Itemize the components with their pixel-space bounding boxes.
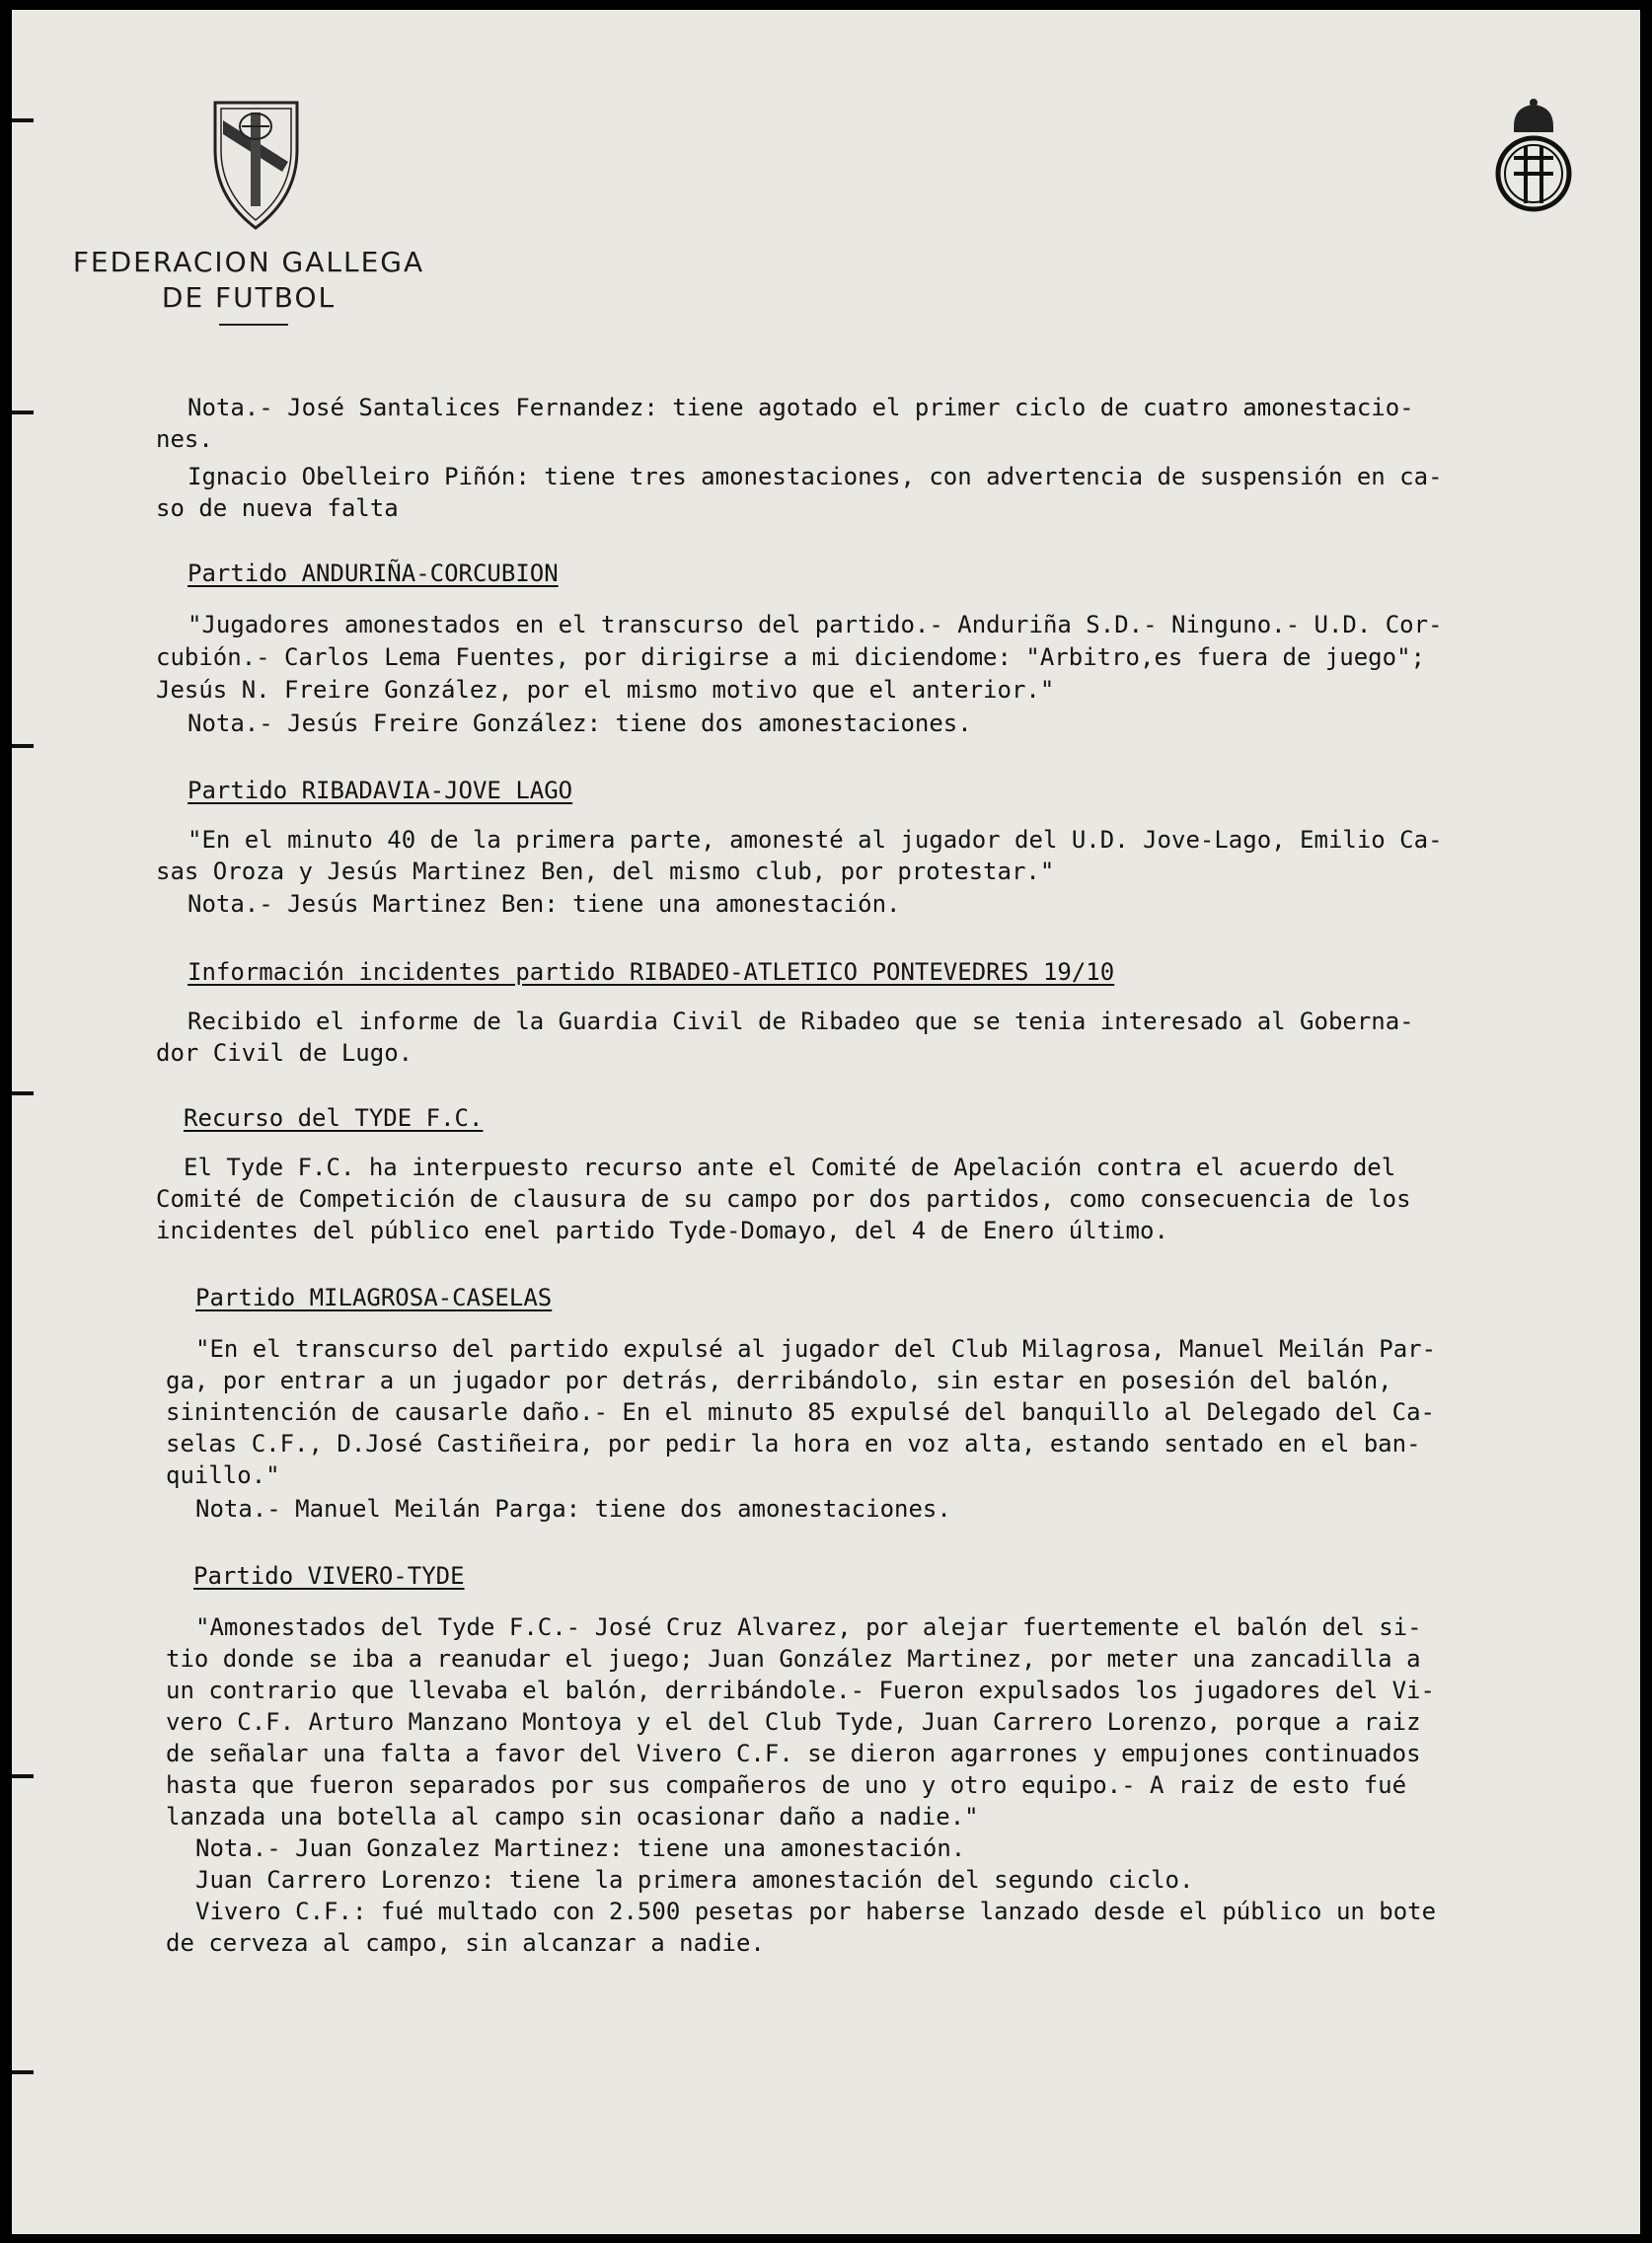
letterhead-rule	[219, 324, 288, 326]
text-line: sinintención de causarle daño.- En el minuto 85 expulsé del banquillo al Delegado del Ca-	[166, 1398, 1435, 1426]
text-line: Comité de Competición de clausura de su campo por dos partidos, como consecuencia de los	[156, 1185, 1411, 1213]
text-line: tio donde se iba a reanudar el juego; Juan González Martinez, por meter una zancadilla a	[166, 1645, 1421, 1673]
text-line: Nota.- Juan Gonzalez Martinez: tiene una amonestación.	[195, 1834, 966, 1862]
federation-name	[51, 245, 446, 316]
section-heading: Partido RIBADAVIA-JOVE LAGO	[188, 777, 573, 804]
text-line: Nota.- José Santalices Fernandez: tiene agotado el primer ciclo de cuatro amonestacio-	[188, 394, 1414, 421]
text-line: lanzada una botella al campo sin ocasionar daño a nadie."	[166, 1803, 979, 1831]
text-line: "Amonestados del Tyde F.C.- José Cruz Alvarez, por alejar fuertemente el balón del si-	[195, 1613, 1422, 1641]
text-line: quillo."	[166, 1461, 280, 1489]
text-line: Nota.- Jesús Freire González: tiene dos amonestaciones.	[188, 710, 972, 737]
punch-hole-mark	[12, 744, 34, 748]
text-line: de señalar una falta a favor del Vivero C.F. se dieron agarrones y empujones continuados	[166, 1740, 1421, 1767]
text-line: un contrario que llevaba el balón, derribándole.- Fueron expulsados los jugadores del Vi-	[166, 1677, 1435, 1704]
text-line: cubión.- Carlos Lema Fuentes, por dirigirse a mi diciendome: "Arbitro,es fuera de juego";	[156, 643, 1425, 671]
punch-hole-mark	[12, 1091, 34, 1095]
text-line: de cerveza al campo, sin alcanzar a nadie.	[166, 1929, 765, 1957]
section-heading: Recurso del TYDE F.C.	[184, 1104, 484, 1132]
text-line: "Jugadores amonestados en el transcurso del partido.- Anduriña S.D.- Ninguno.- U.D. Cor-	[188, 611, 1443, 638]
text-line: "En el transcurso del partido expulsé al jugador del Club Milagrosa, Manuel Meilán Par-	[195, 1335, 1437, 1363]
text-line: sas Oroza y Jesús Martinez Ben, del mismo club, por protestar."	[156, 858, 1055, 885]
section-heading: Partido VIVERO-TYDE	[193, 1562, 465, 1590]
section-heading: Información incidentes partido RIBADEO-ATLETICO PONTEVEDRES 19/10	[188, 958, 1115, 986]
text-line: hasta que fueron separados por sus compañeros de uno y otro equipo.- A raiz de esto fué	[166, 1771, 1407, 1799]
text-line: Nota.- Jesús Martinez Ben: tiene una amonestación.	[188, 890, 901, 918]
text-line: Jesús N. Freire González, por el mismo motivo que el anterior."	[156, 676, 1055, 704]
text-line: El Tyde F.C. ha interpuesto recurso ante el Comité de Apelación contra el acuerdo del	[184, 1154, 1396, 1181]
text-line: Ignacio Obelleiro Piñón: tiene tres amonestaciones, con advertencia de suspensión en ca-	[188, 463, 1443, 490]
federation-shield-icon	[209, 99, 303, 232]
text-line: so de nueva falta	[156, 494, 399, 522]
royal-federation-crest-icon	[1490, 97, 1577, 215]
section-heading: Partido ANDURIÑA-CORCUBION	[188, 560, 559, 587]
text-line: "En el minuto 40 de la primera parte, amonesté al jugador del U.D. Jove-Lago, Emilio Ca-	[188, 826, 1443, 854]
punch-hole-mark	[12, 1774, 34, 1778]
text-line: Recibido el informe de la Guardia Civil de Ribadeo que se tenia interesado al Goberna-	[188, 1008, 1414, 1035]
text-line: incidentes del público enel partido Tyde-Domayo, del 4 de Enero último.	[156, 1217, 1168, 1244]
federation-name-line-2: DE FUTBOL	[161, 281, 337, 314]
section-heading: Partido MILAGROSA-CASELAS	[195, 1284, 553, 1311]
punch-hole-mark	[12, 411, 34, 414]
text-line: Nota.- Manuel Meilán Parga: tiene dos amonestaciones.	[195, 1495, 951, 1523]
text-line: ga, por entrar a un jugador por detrás, derribándolo, sin estar en posesión del balón,	[166, 1367, 1392, 1394]
text-line: Juan Carrero Lorenzo: tiene la primera amonestación del segundo ciclo.	[195, 1866, 1194, 1894]
text-line: dor Civil de Lugo.	[156, 1039, 413, 1067]
punch-hole-mark	[12, 2070, 34, 2074]
text-line: Vivero C.F.: fué multado con 2.500 pesetas por haberse lanzado desde el público un bote	[195, 1898, 1437, 1925]
punch-hole-mark	[12, 118, 34, 122]
document-page	[12, 10, 1640, 2234]
text-line: nes.	[156, 425, 213, 453]
text-line: vero C.F. Arturo Manzano Montoya y el del Club Tyde, Juan Carrero Lorenzo, porque a raiz	[166, 1708, 1421, 1736]
text-line: selas C.F., D.José Castiñeira, por pedir la hora en voz alta, estando sentado en el ban-	[166, 1430, 1421, 1458]
federation-name-line-1: FEDERACION GALLEGA	[72, 246, 425, 278]
